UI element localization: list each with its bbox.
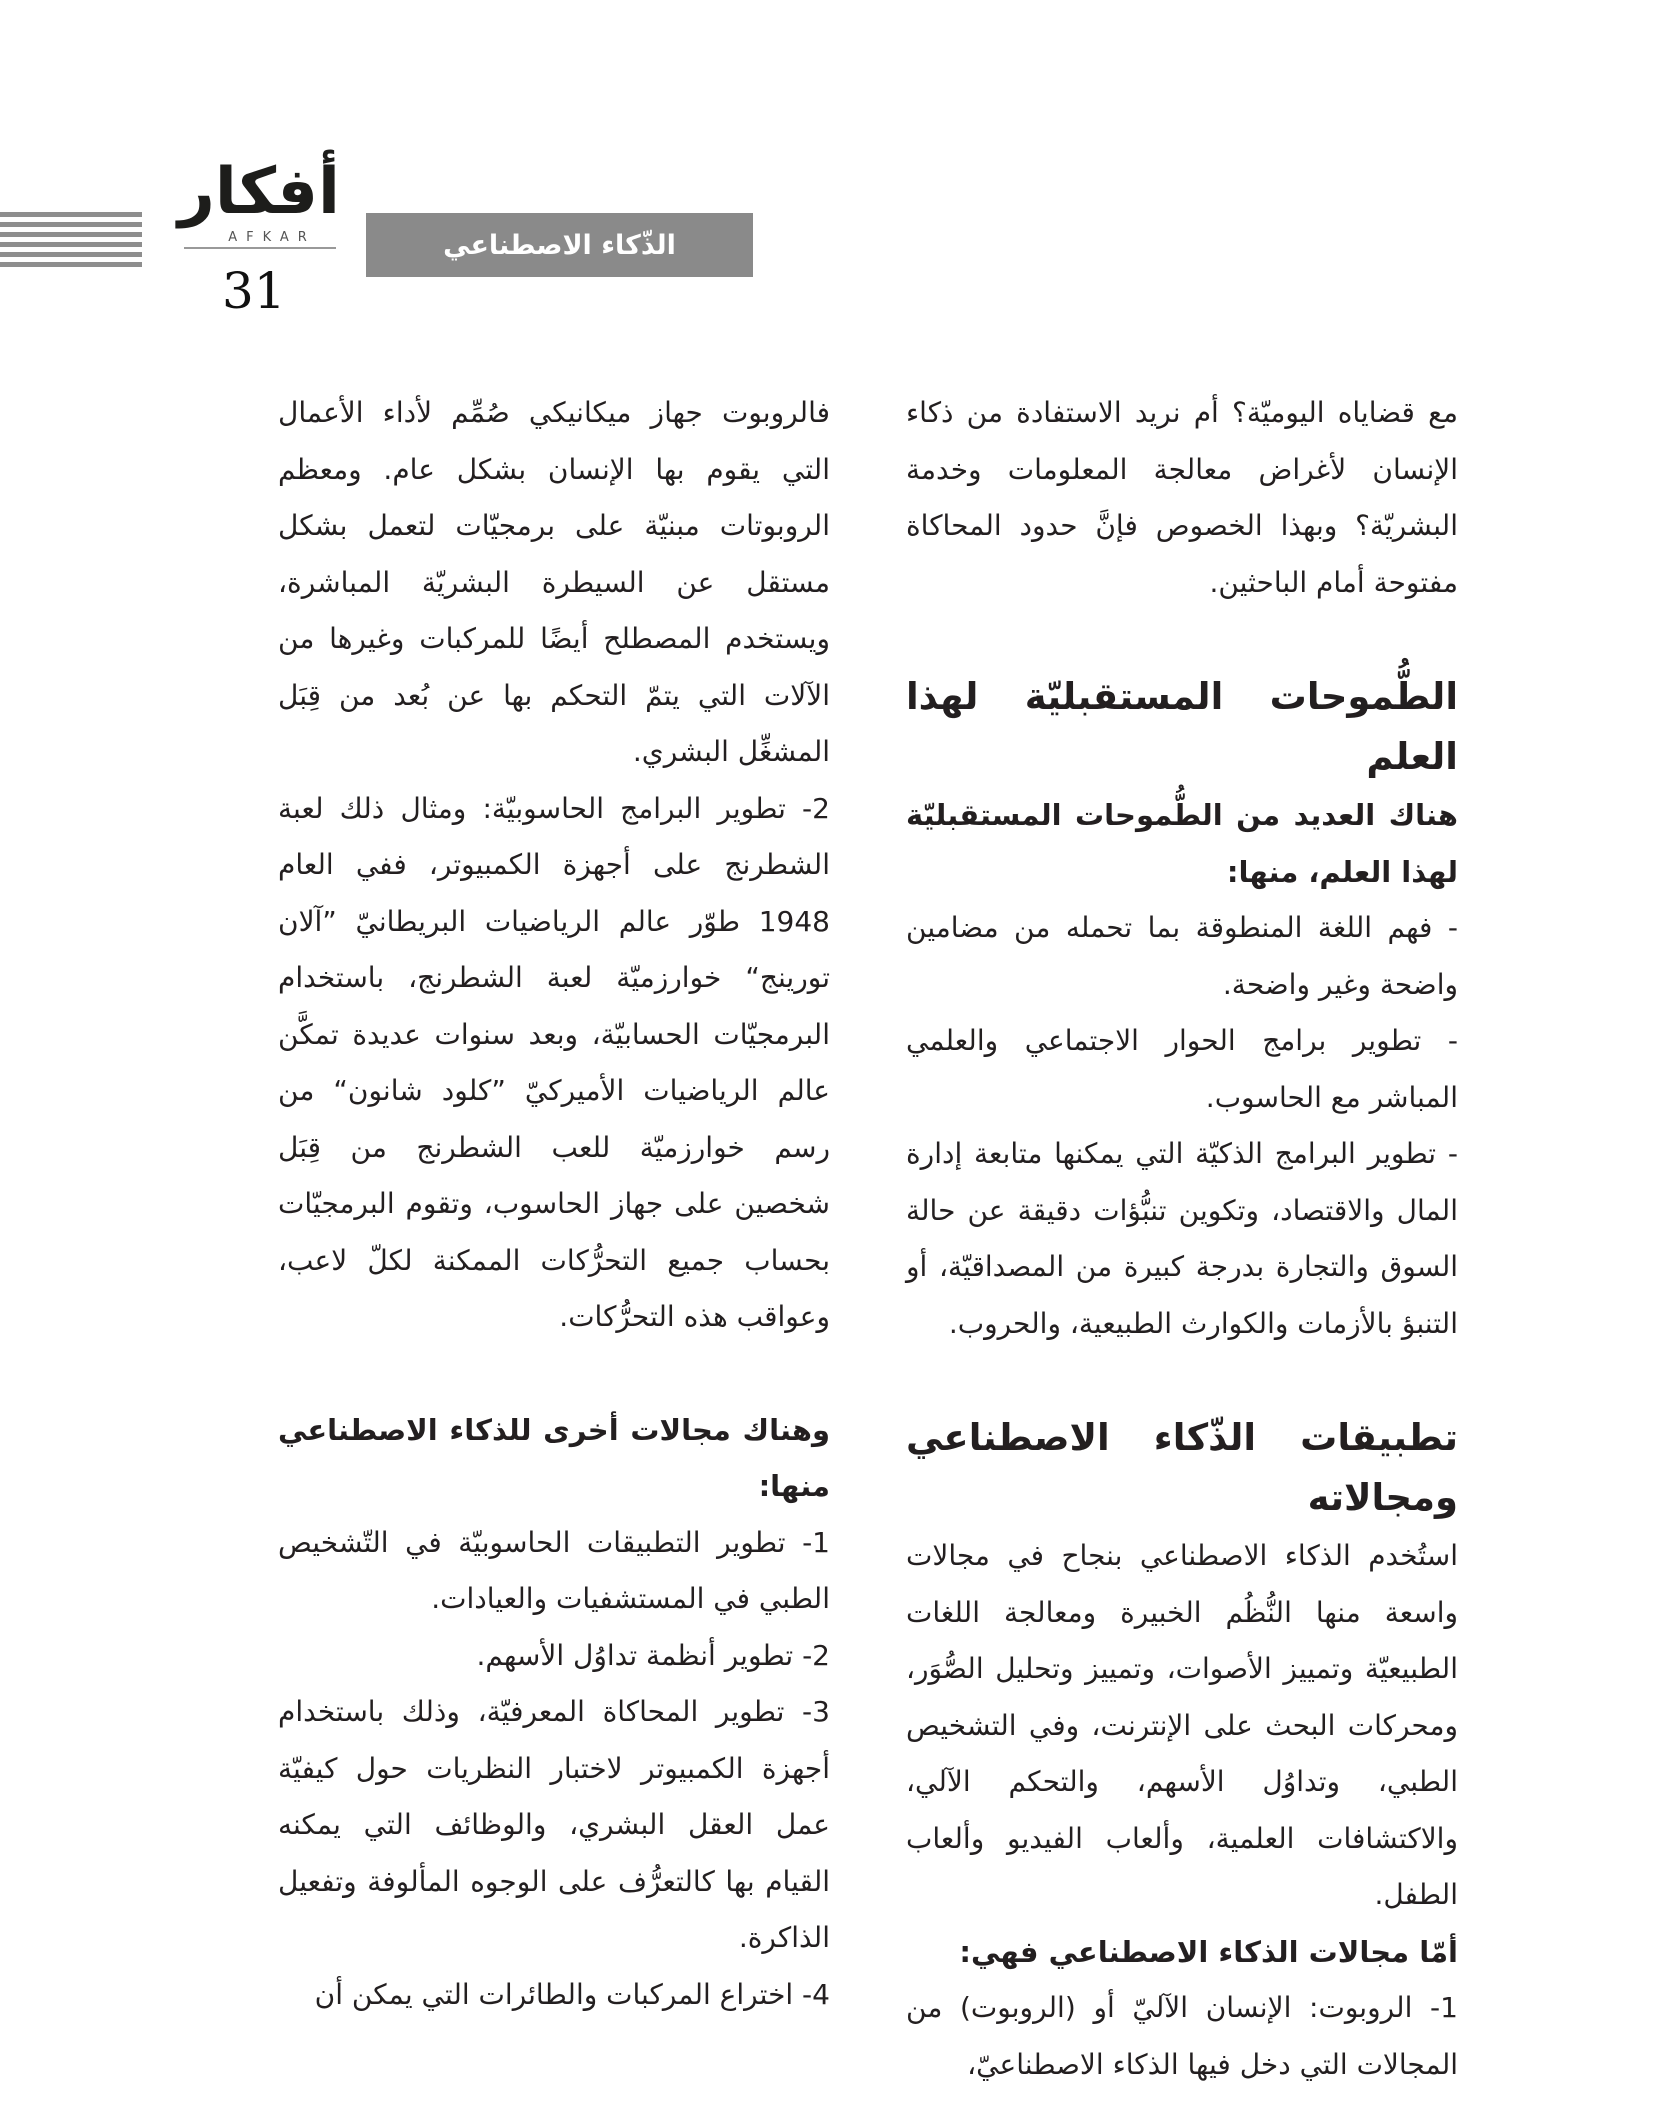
list-item: - تطوير البرامج الذكيّة التي يمكنها متابعة إدارة المال والاقتصاد، وتكوين تنبُّؤات دقيقة عن حالة السوق والتجارة بدرجة كبيرة من المصداقيّة، أو التنبؤ بالأزمات والكوارث الطبيعية، والحروب. — [906, 1137, 1458, 1340]
heading-applications: تطبيقات الذّكاء الاصطناعي ومجالاته — [906, 1416, 1458, 1519]
list-item: 4- اختراع المركبات والطائرات التي يمكن أن — [314, 1977, 830, 2011]
right-column — [906, 385, 1458, 2093]
intro-paragraph: مع قضاياه اليوميّة؟ أم نريد الاستفادة من ذكاء الإنسان لأغراض معالجة المعلومات وخدمة البشريّة؟ وبهذا الخصوص فإنَّ حدود المحاكاة مفتوحة أمام الباحثين. — [906, 396, 1458, 599]
header-stripes — [0, 212, 142, 272]
list-item: 2- تطوير أنظمة تداوُل الأسهم. — [476, 1638, 830, 1672]
heading-future-ambitions: الطُّموحات المستقبليّة لهذا العلم — [906, 675, 1458, 778]
subheading-ambitions: هناك العديد من الطُّموحات المستقبليّة لهذا العلم، منها: — [906, 798, 1458, 889]
section-title: الذّكاء الاصطناعي — [366, 213, 753, 277]
page-number: 31 — [222, 262, 286, 320]
subheading-fields: أمّا مجالات الذكاء الاصطناعي فهي: — [959, 1934, 1458, 1969]
list-item: 1- الروبوت: الإنسان الآليّ أو (الروبوت) من المجالات التي دخل فيها الذكاء الاصطناعيّ، — [906, 1991, 1458, 2081]
logo-divider — [184, 247, 336, 249]
applications-paragraph: استُخدم الذكاء الاصطناعي بنجاح في مجالات واسعة منها النُّظُم الخبيرة ومعالجة اللغات الطبيعيّة وتمييز الأصوات، وتمييز وتحليل الصُّوَر، ومحركات البحث على الإنترنت، وفي التشخيص الطبي، وتداوُل الأسهم، والتحكم الآلي، والاكتشافات العلمية، وألعاب الفيديو وألعاب الطفل. — [906, 1539, 1458, 1911]
magazine-logo-latin: AFKAR — [228, 230, 316, 245]
magazine-logo: أفكار — [178, 155, 340, 229]
subheading-other-fields: وهناك مجالات أخرى للذكاء الاصطناعي منها: — [278, 1412, 830, 1503]
left-column — [278, 385, 830, 2023]
software-paragraph: 2- تطوير البرامج الحاسوبيّة: ومثال ذلك لعبة الشطرنج على أجهزة الكمبيوتر، ففي العام 1948 طوّر عالم الرياضيات البريطانيّ ”آلان تورينج“ خوارزميّة لعبة الشطرنج، باستخدام البرمجيّات الحسابيّة، وبعد سنوات عديدة تمكَّن عالم الرياضيات الأميركيّ ”كلود شانون“ من رسم خوارزميّة للعب الشطرنج من قِبَل شخصين على جهاز الحاسوب، وتقوم البرمجيّات بحساب جميع التحرُّكات الممكنة لكلّ لاعب، وعواقب هذه التحرُّكات. — [278, 791, 830, 1333]
robot-paragraph: فالروبوت جهاز ميكانيكي صُمِّم لأداء الأعمال التي يقوم بها الإنسان بشكل عام. ومعظم الروبوتات مبنيّة على برمجيّات لتعمل بشكل مستقل عن السيطرة البشريّة المباشرة، ويستخدم المصطلح أيضًا للمركبات وغيرها من الآلات التي يتمّ التحكم بها عن بُعد من قِبَل المشغِّل البشري. — [278, 396, 830, 768]
list-item: 1- تطوير التطبيقات الحاسوبيّة في التّشخيص الطبي في المستشفيات والعيادات. — [278, 1525, 830, 1615]
list-item: - تطوير برامج الحوار الاجتماعي والعلمي المباشر مع الحاسوب. — [906, 1024, 1458, 1114]
list-item: - فهم اللغة المنطوقة بما تحمله من مضامين واضحة وغير واضحة. — [906, 911, 1458, 1001]
list-item: 3- تطوير المحاكاة المعرفيّة، وذلك باستخدام أجهزة الكمبيوتر لاختبار النظريات حول كيفيّة عمل العقل البشري، والوظائف التي يمكنه القيام بها كالتعرُّف على الوجوه المألوفة وتفعيل الذاكرة. — [278, 1695, 830, 1954]
